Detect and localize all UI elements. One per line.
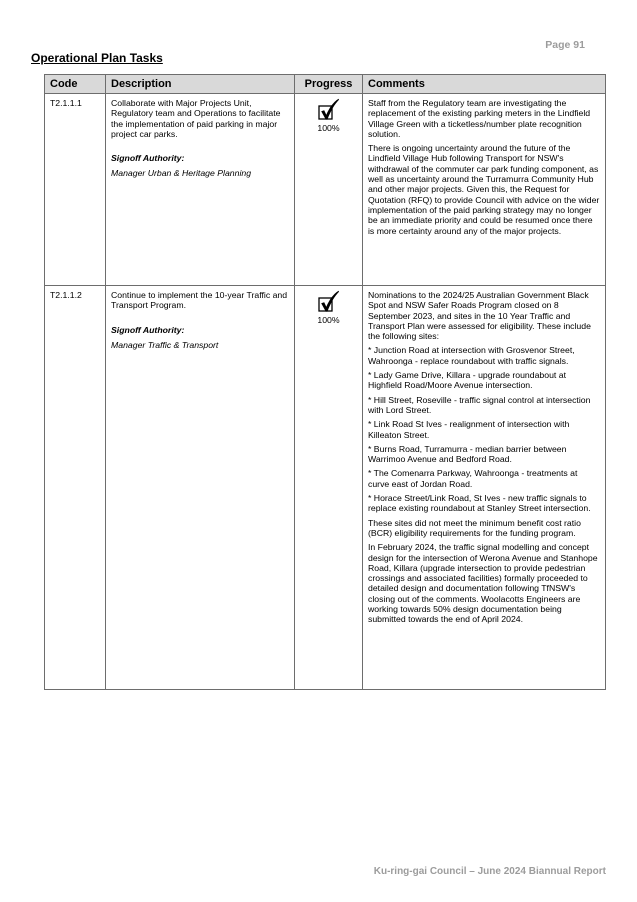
column-header-comments: Comments [363, 75, 606, 94]
comments-cell [363, 94, 606, 286]
comments-cell [363, 286, 606, 690]
progress-cell [295, 286, 363, 690]
table-row [45, 286, 606, 690]
table-header-row [45, 75, 606, 94]
column-header-code: Code [45, 75, 106, 94]
comment-list-item: * Junction Road at intersection with Grosvenor Street, Wahroonga - replace roundabout with traffic signals. [368, 345, 575, 366]
task-code: T2.1.1.1 [45, 94, 106, 286]
comment-paragraph: These sites did not meet the minimum benefit cost ratio (BCR) eligibility requirements for the funding program. [368, 517, 581, 538]
checkbox-checked-icon [318, 290, 340, 314]
comment-list-item: * The Comenarra Parkway, Wahroonga - treatments at curve east of Jordan Road. [368, 468, 578, 489]
signoff-label: Signoff Authority: [111, 153, 185, 164]
progress-value: 100% [317, 123, 340, 133]
comment-paragraph: In February 2024, the traffic signal modelling and concept design for the intersection of Werona Avenue and Stanhope Road, Killara (upgrade intersection to provide pedestrian crossings and associated facilities) formally proceeded to detailed design and documentation following TfNSW's closing out of the comments. Woolacotts Engineers are working towards 50% design documentation being submitted towards the end of April 2024. [368, 542, 598, 625]
column-header-description: Description [106, 75, 295, 94]
comment-paragraph: Nominations to the 2024/25 Australian Government Black Spot and NSW Safer Roads Program closed on 8 September 2023, and sites in the 10 Year Traffic and Transport Plan were assessed for eligibility. These include the following sites: [368, 290, 591, 342]
comment-list-item: * Burns Road, Turramurra - median barrier between Warrimoo Avenue and Bedford Road. [368, 443, 567, 465]
tasks-table [44, 74, 606, 690]
table-row [45, 94, 606, 286]
comment-list-item: * Hill Street, Roseville - traffic signal control at intersection with Lord Street. [368, 394, 591, 415]
comment-paragraph: There is ongoing uncertainty around the future of the Lindfield Village Hub following Transport for NSW's withdrawal of the commuter car park funding component, as well as uncertainty around the Turramurra Community Hub and other major projects. Given this, the Request for Quotation (RFQ) to provide Council with advice on the wider implementation of the paid parking strategy may no longer be an immediate priority and could be resumed once there is more certainty around any of the major projects. [368, 143, 600, 236]
task-description: Continue to implement the 10-year Traffic and Transport Program. [111, 290, 288, 311]
signoff-label: Signoff Authority: [111, 324, 185, 335]
task-description: Collaborate with Major Projects Unit, Regulatory team and Operations to facilitate the implementation of paid parking in major project car parks. [111, 98, 281, 139]
signoff-name: Manager Traffic & Transport [111, 339, 219, 350]
task-code: T2.1.1.2 [45, 286, 106, 690]
page-number: Page 91 [545, 39, 585, 51]
signoff-name: Manager Urban & Heritage Planning [111, 168, 252, 179]
task-description-cell [106, 286, 295, 690]
progress-value: 100% [317, 315, 340, 325]
comment-list-item: * Lady Game Drive, Killara - upgrade roundabout at Highfield Road/Moore Avenue intersection. [368, 370, 566, 391]
column-header-progress: Progress [295, 75, 363, 94]
comment-list-item: * Link Road St Ives - realignment of intersection with Killeaton Street. [368, 419, 570, 440]
section-title: Operational Plan Tasks [31, 51, 163, 65]
task-description-cell [106, 94, 295, 286]
comment-paragraph: Staff from the Regulatory team are investigating the replacement of the existing parking meters in the Lindfield Village Green with a ticketless/number plate recognition solution. [368, 98, 591, 139]
report-footer: Ku-ring-gai Council – June 2024 Biannual Report [373, 866, 606, 877]
checkbox-checked-icon [318, 98, 340, 122]
comment-list-item: * Horace Street/Link Road, St Ives - new traffic signals to replace existing roundabout at Stanley Street intersection. [368, 493, 591, 514]
progress-cell [295, 94, 363, 286]
